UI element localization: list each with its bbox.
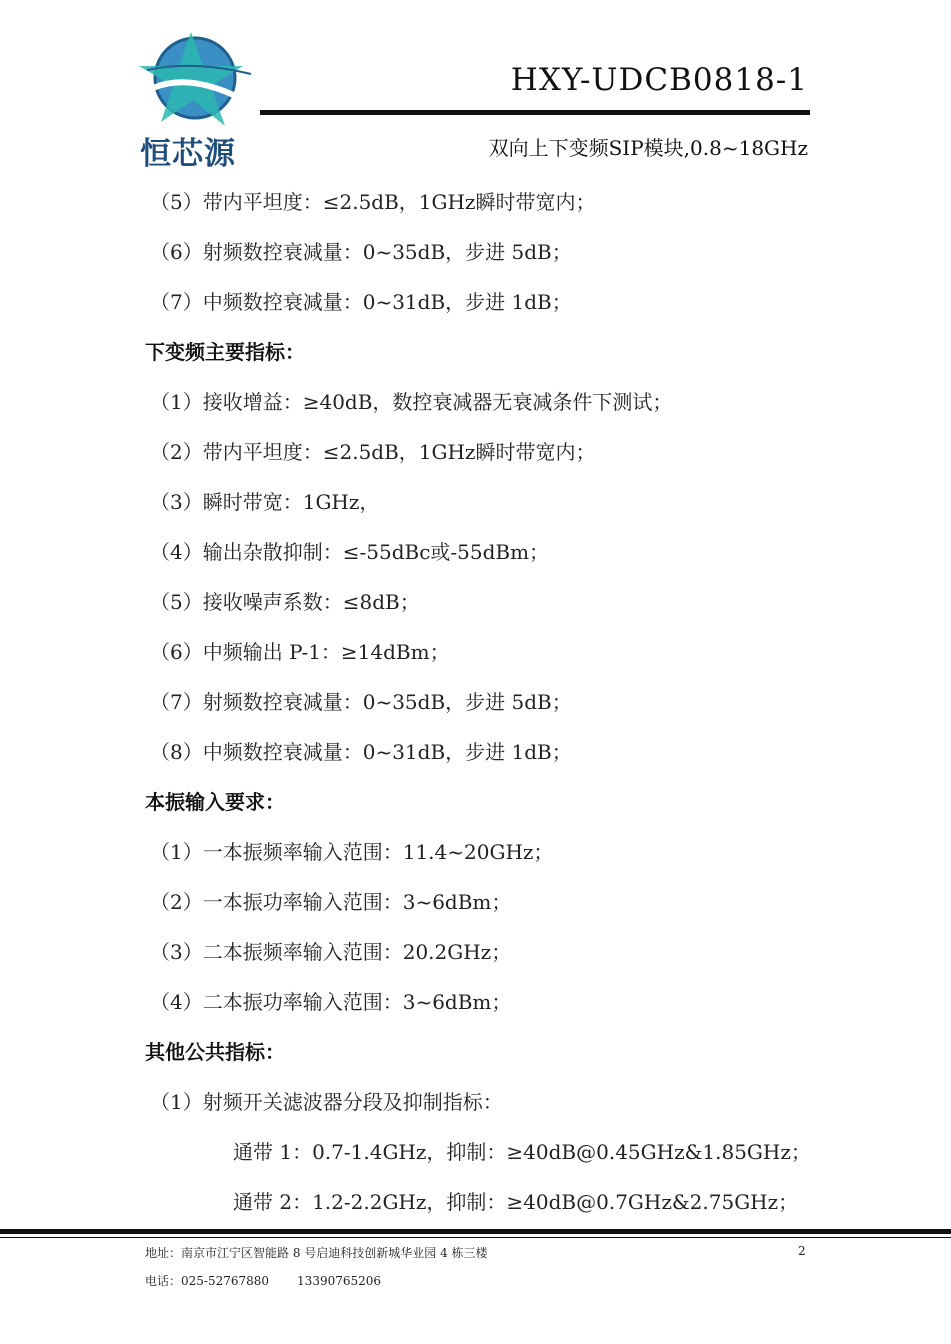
spec-sub-item: 通带 2：1.2-2.2GHz，抑制：≥40dB@0.7GHz&2.75GHz； <box>233 1190 799 1214</box>
footer-phone <box>145 1272 381 1289</box>
spec-item: （7）射频数控衰减量：0~35dB，步进 5dB； <box>150 690 572 714</box>
page-number: 2 <box>798 1244 806 1258</box>
spec-item: （2）一本振功率输入范围：3~6dBm； <box>150 890 512 914</box>
section-heading: 其他公共指标： <box>145 1040 285 1064</box>
spec-item: （1）一本振频率输入范围：11.4~20GHz； <box>150 840 554 864</box>
phone-secondary: 13390765206 <box>297 1274 382 1288</box>
spec-item: （4）输出杂散抑制：≤-55dBc或-55dBm； <box>150 540 550 564</box>
star-logo-icon <box>133 30 263 130</box>
spec-item: （6）中频输出 P-1：≥14dBm； <box>150 640 450 664</box>
document-code: HXY-UDCB0818-1 <box>510 62 808 98</box>
spec-content <box>145 180 825 1230</box>
spec-item: （3）二本振频率输入范围：20.2GHz； <box>150 940 512 964</box>
spec-item: （4）二本振功率输入范围：3~6dBm； <box>150 990 512 1014</box>
spec-item: （2）带内平坦度：≤2.5dB，1GHz瞬时带宽内； <box>150 440 596 464</box>
spec-item: （8）中频数控衰减量：0~31dB，步进 1dB； <box>150 740 572 764</box>
document-subtitle: 双向上下变频SIP模块,0.8~18GHz <box>488 136 808 160</box>
spec-item: （5）接收噪声系数：≤8dB； <box>150 590 420 614</box>
phone-primary: 电话：025-52767880 <box>145 1274 270 1288</box>
footer-divider-thin <box>0 1237 951 1238</box>
logo-text: 恒芯源 <box>140 136 236 172</box>
footer-address: 地址：南京市江宁区智能路 8 号启迪科技创新城华业园 4 栋三楼 <box>145 1246 488 1260</box>
footer-divider <box>0 1229 951 1234</box>
header-divider <box>260 110 810 115</box>
section-heading: 本振输入要求： <box>145 790 285 814</box>
section-heading: 下变频主要指标： <box>145 340 305 364</box>
spec-item: （1）接收增益：≥40dB，数控衰减器无衰减条件下测试； <box>150 390 673 414</box>
spec-sub-item: 通带 1：0.7-1.4GHz，抑制：≥40dB@0.45GHz&1.85GHz； <box>233 1140 811 1164</box>
spec-item: （6）射频数控衰减量：0~35dB，步进 5dB； <box>150 240 572 264</box>
spec-item: （7）中频数控衰减量：0~31dB，步进 1dB； <box>150 290 572 314</box>
spec-item: （3）瞬时带宽：1GHz， <box>150 490 380 514</box>
spec-item: （5）带内平坦度：≤2.5dB，1GHz瞬时带宽内； <box>150 190 596 214</box>
spec-item: （1）射频开关滤波器分段及抑制指标： <box>150 1090 503 1114</box>
